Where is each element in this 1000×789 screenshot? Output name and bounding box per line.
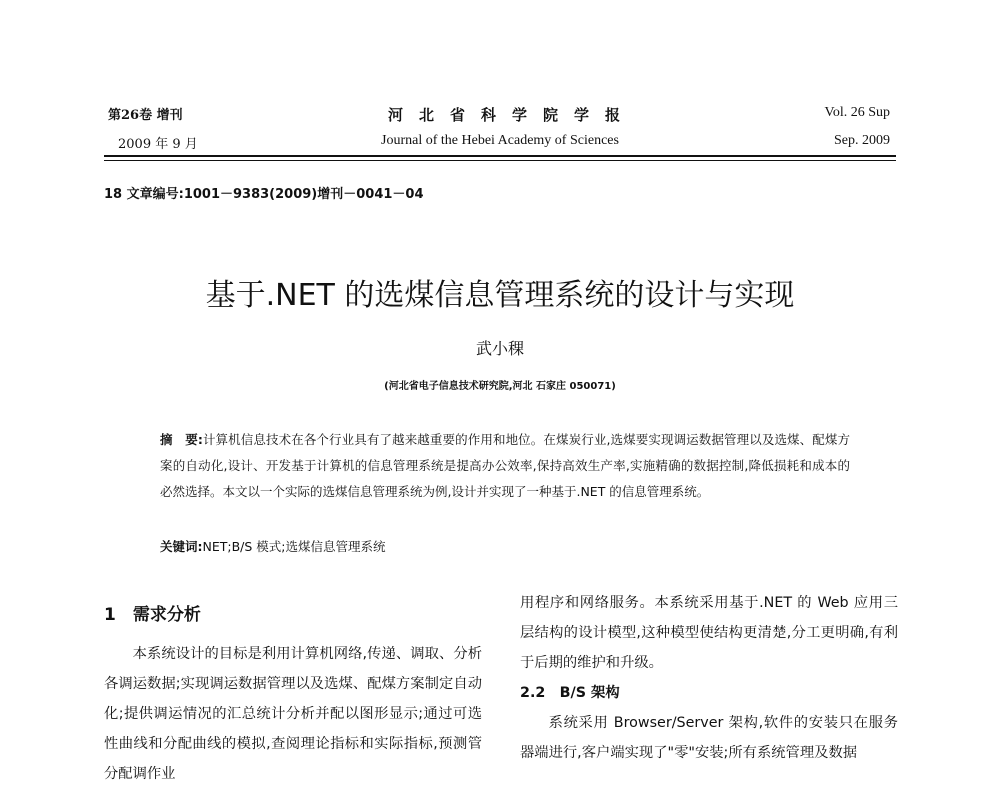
- author-name: 武小稞: [475, 339, 524, 358]
- right-column: [520, 588, 898, 768]
- header-date-en: Sep. 2009: [834, 133, 890, 148]
- journal-title-cn: 河北省科学院学报: [387, 106, 636, 124]
- header-volume: 第26卷 增刊: [108, 108, 183, 123]
- keywords-text: NET;B/S 模式;选煤信息管理系统: [202, 539, 386, 554]
- body-paragraph-continued: 用程序和网络服务。本系统采用基于.NET 的 Web 应用三层结构的设计模型,这种模型使结构更清楚,分工更明确,有利于后期的维护和升级。: [520, 595, 898, 671]
- header-date: 2009 年 9 月: [118, 137, 198, 152]
- paper-title: 基于.NET 的选煤信息管理系统的设计与实现: [205, 278, 795, 313]
- header-volume-en: Vol. 26 Sup: [824, 105, 890, 120]
- keywords-label: 关键词:: [160, 539, 203, 554]
- body-paragraph: 本系统设计的目标是利用计算机网络,传递、调取、分析各调运数据;实现调运数据管理以及选煤、配煤方案制定自动化;提供调运情况的汇总统计分析并配以图形显示;通过可选性曲线和分配曲线的模拟,查阅理论指标和实际指标,预测管分配调作业: [104, 646, 482, 782]
- author-affiliation: (河北省电子信息技术研究院,河北 石家庄 050071): [384, 381, 616, 392]
- left-column: [104, 639, 482, 789]
- abstract-text: 计算机信息技术在各个行业具有了越来越重要的作用和地位。在煤炭行业,选煤要实现调运数据管理以及选煤、配煤方案的自动化,设计、开发基于计算机的信息管理系统是提高办公效率,保持高效生产率,实施精确的数据控制,降低损耗和成本的必然选择。本文以一个实际的选煤信息管理系统为例,设计并实现了一种基于.NET 的信息管理系统。: [160, 432, 850, 499]
- header-rule-thin: [104, 160, 896, 161]
- journal-title-en: Journal of the Hebei Academy of Sciences: [381, 133, 619, 148]
- header-rule-thick: [104, 155, 896, 157]
- keywords: [160, 537, 386, 555]
- abstract: [160, 427, 850, 505]
- article-number: 18 文章编号:1001－9383(2009)增刊－0041－04: [104, 187, 424, 202]
- subsection-heading: 2.2 B/S 架构: [520, 685, 620, 701]
- abstract-label: 摘 要:: [160, 432, 203, 447]
- section-heading: 1 需求分析: [104, 605, 201, 625]
- body-paragraph: 系统采用 Browser/Server 架构,软件的安装只在服务器端进行,客户端实现了"零"安装;所有系统管理及数据: [520, 715, 898, 761]
